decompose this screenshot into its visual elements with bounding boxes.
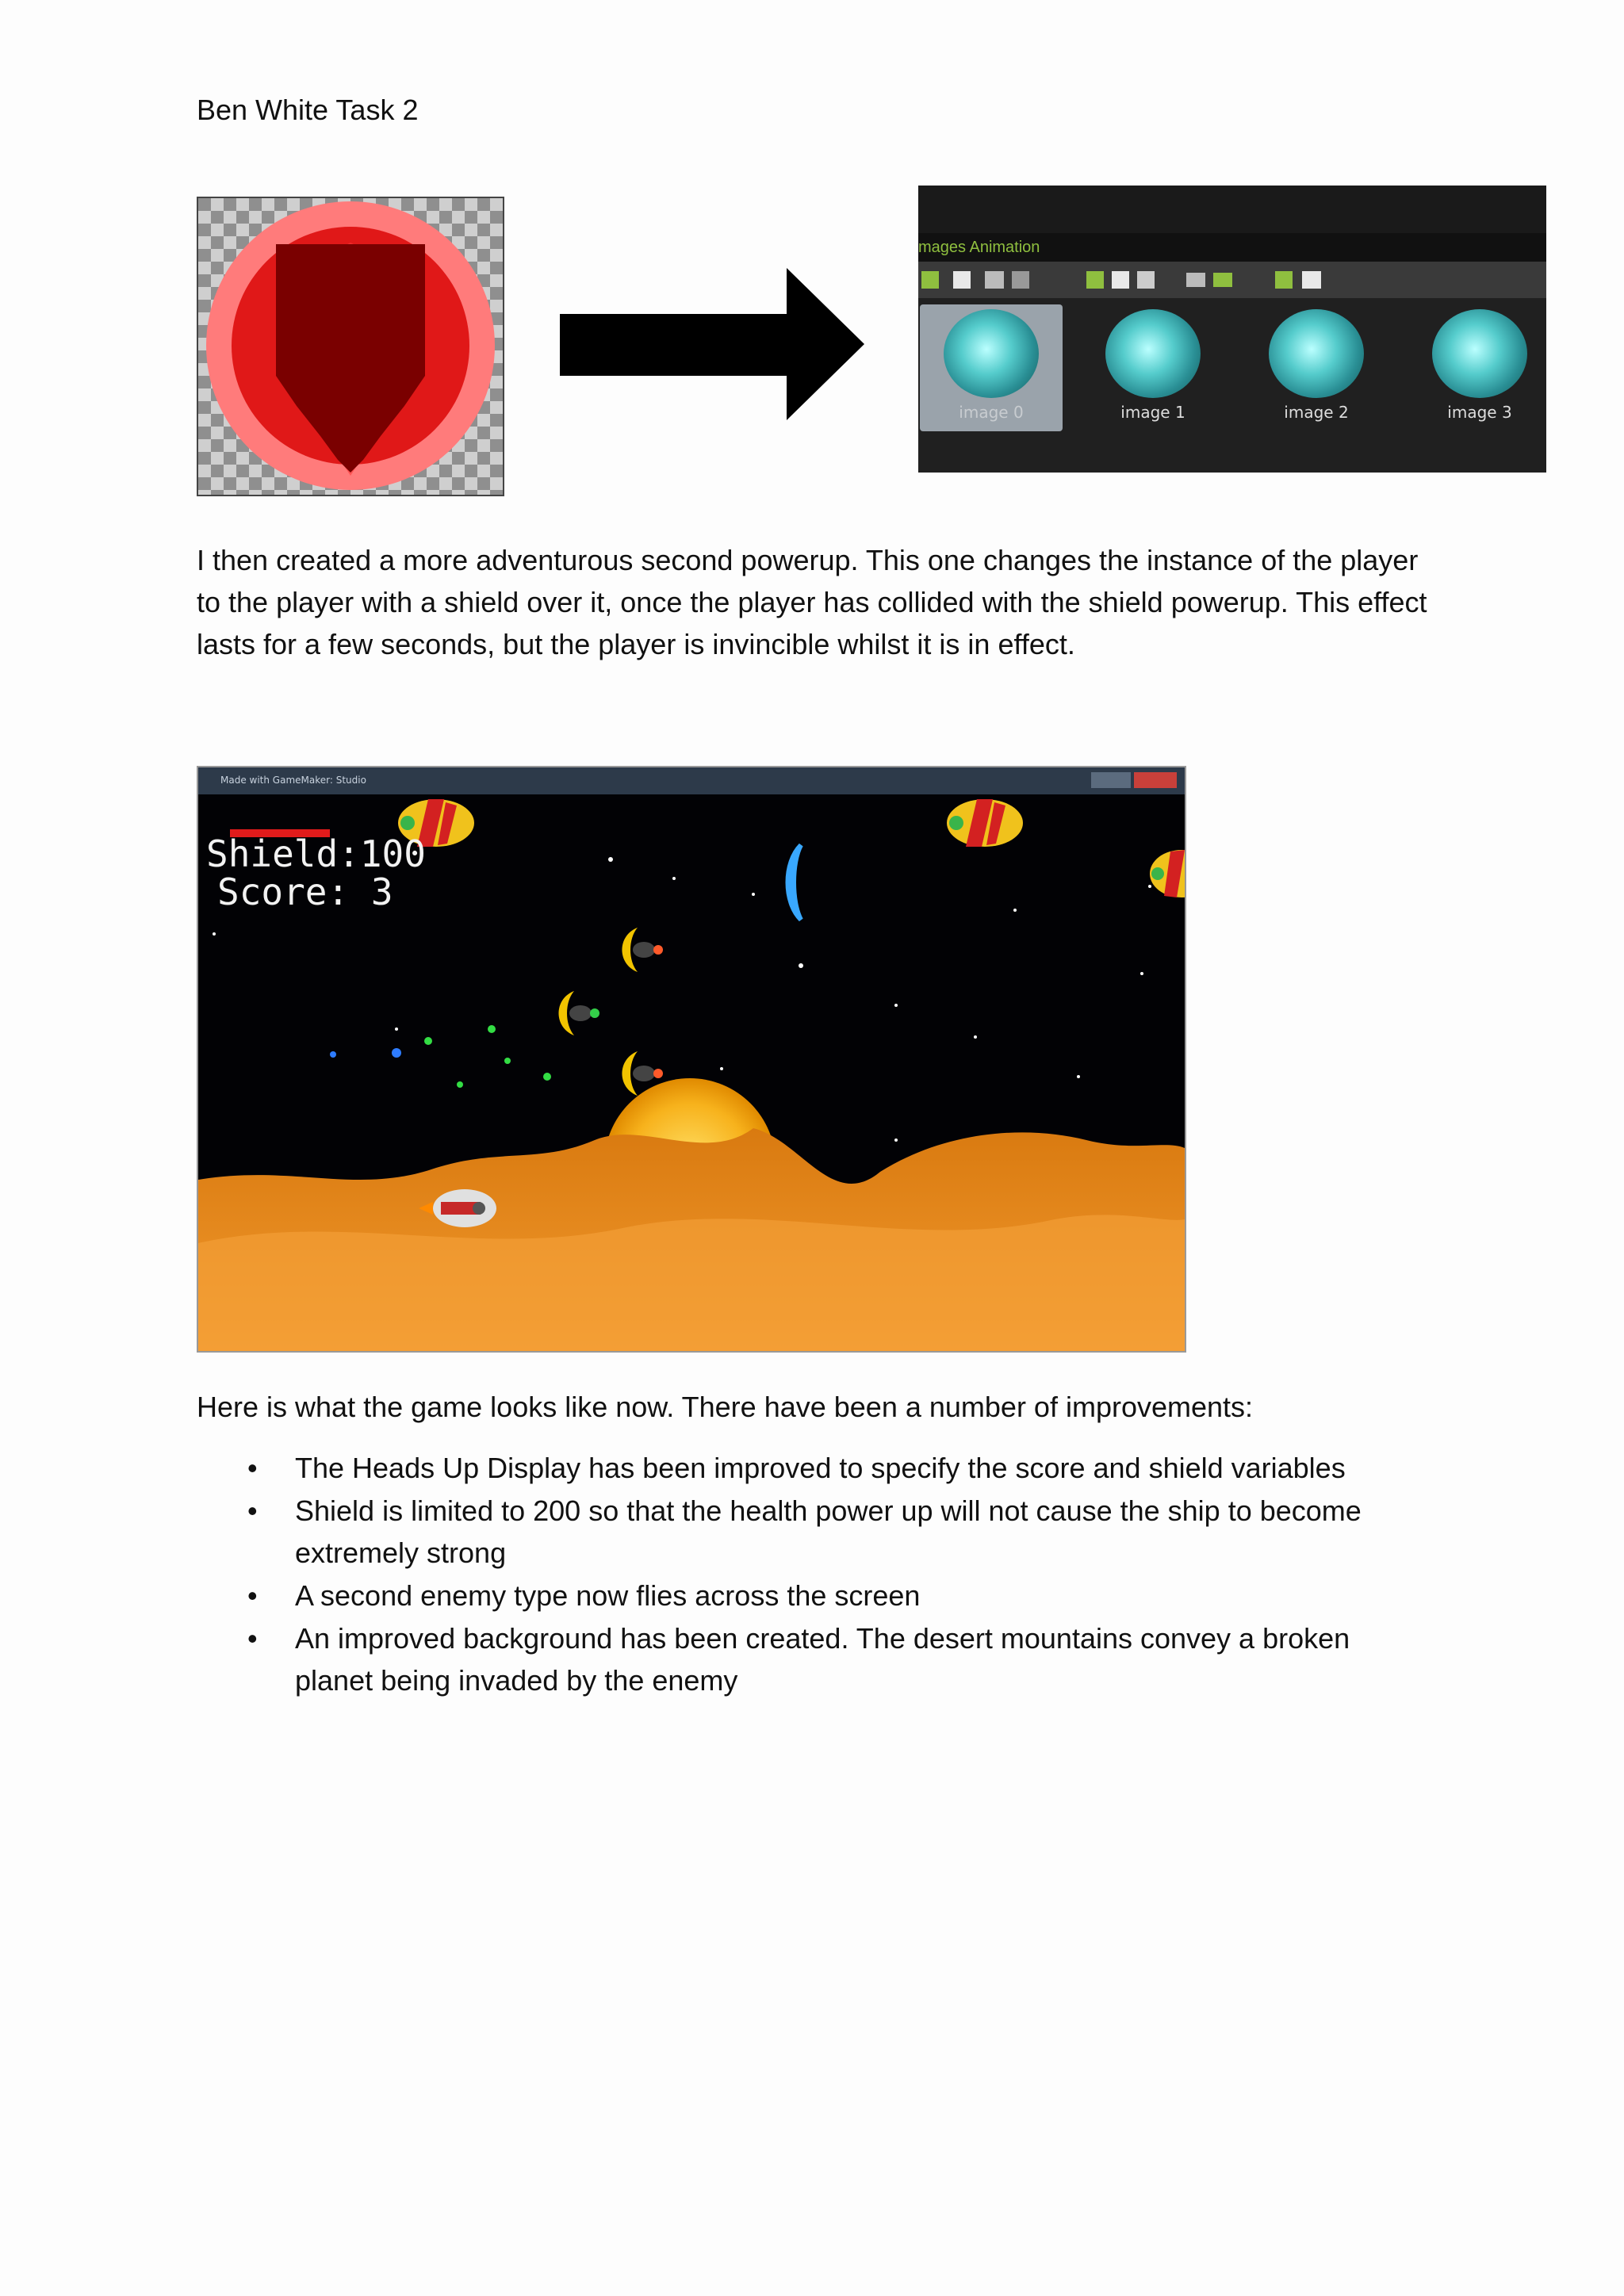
frame-label: image 1 <box>1120 403 1185 422</box>
sprite-editor-screenshot <box>918 186 1546 473</box>
paragraph-powerup: I then created a more adventurous second powerup. This one changes the instance of the player to the player with a shield over it, once the player has collided with the shield powerup. This effect lasts for a few seconds, but the player is invincible whilst it is in effect. <box>197 544 1427 660</box>
editor-menu-bar: mages Animation <box>918 233 1546 262</box>
game-screenshot <box>197 766 1186 1353</box>
paragraph-improvements: Here is what the game looks like now. There have been a number of improvements: <box>197 1391 1254 1423</box>
hud-score: Score: 3 <box>217 871 393 913</box>
list-item-text: A second enemy type now flies across the screen <box>295 1579 921 1612</box>
bullet-icon: • <box>247 1452 258 1484</box>
shield-powerup-image <box>198 198 503 495</box>
enemy-ship <box>947 799 1023 847</box>
frame-thumbnail <box>1105 309 1201 398</box>
list-item <box>197 1447 1434 1489</box>
right-arrow-icon <box>560 268 864 420</box>
frame-label: image 0 <box>959 403 1024 422</box>
list-item <box>197 1575 1434 1617</box>
frame-label: image 3 <box>1447 403 1512 422</box>
window-title: Made with GameMaker: Studio <box>220 775 366 786</box>
close-icon <box>1134 772 1177 788</box>
bullet-icon: • <box>247 1579 258 1612</box>
list-item-text: Shield is limited to 200 so that the health power up will not cause the ship to become extremely strong <box>295 1494 1362 1569</box>
list-item <box>197 1617 1434 1701</box>
list-item-text: The Heads Up Display has been improved to specify the score and shield variables <box>295 1452 1346 1484</box>
frame-label: image 2 <box>1284 403 1349 422</box>
frame-0[interactable] <box>920 304 1063 431</box>
maximize-icon <box>1091 772 1131 788</box>
document-header: Ben White Task 2 <box>197 94 419 126</box>
frame-thumbnail <box>1269 309 1364 398</box>
frame-1[interactable] <box>1082 304 1224 431</box>
list-item <box>197 1490 1434 1574</box>
frame-thumbnail <box>1432 309 1527 398</box>
bullet-icon: • <box>247 1622 258 1655</box>
improvements-list <box>197 1447 1434 1702</box>
frame-2[interactable] <box>1245 304 1388 431</box>
frame-thumbnail <box>944 309 1039 398</box>
animation-frames <box>918 298 1546 473</box>
bullet-icon: • <box>247 1494 258 1527</box>
list-item-text: An improved background has been created. The desert mountains convey a broken planet being invaded by the enemy <box>295 1622 1350 1697</box>
editor-toolbar <box>918 262 1546 298</box>
shield-powerup-sprite <box>197 197 504 496</box>
frame-3[interactable] <box>1408 304 1546 431</box>
hud-shield: Shield:100 <box>206 832 426 875</box>
